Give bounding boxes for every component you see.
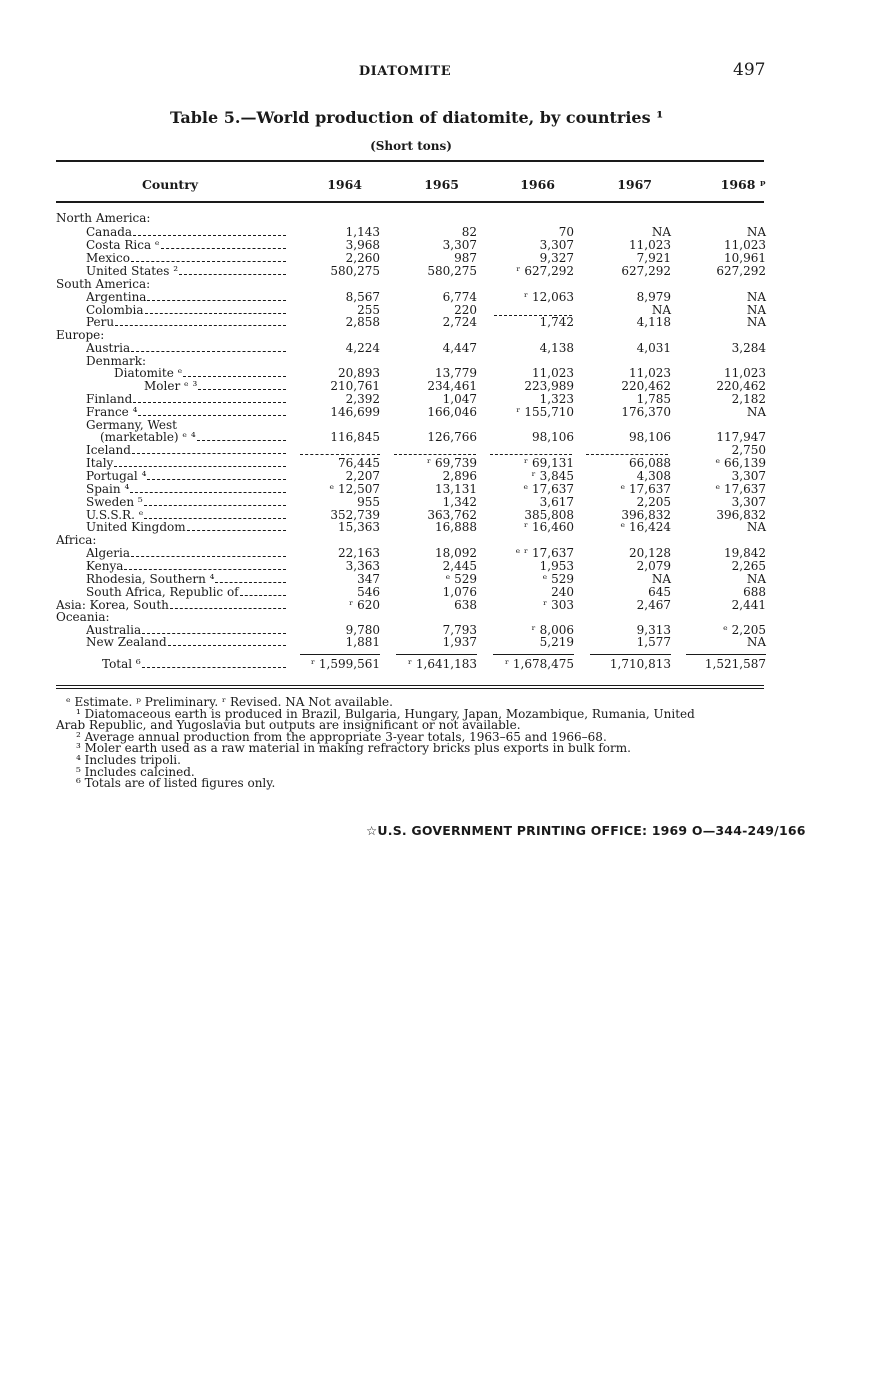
sum-line-1964 xyxy=(300,654,380,655)
table-row xyxy=(0,291,874,304)
column-header-1965: 1965 xyxy=(424,177,459,192)
column-header-1967: 1967 xyxy=(617,177,652,192)
table-cell: 645 xyxy=(648,585,671,599)
row-label: Denmark: xyxy=(86,355,147,368)
row-label: Canada xyxy=(86,226,133,239)
table-row xyxy=(0,658,874,671)
table-cell: 8,567 xyxy=(345,290,380,304)
table-cell: 7,793 xyxy=(442,623,477,637)
table-cell: 2,207 xyxy=(345,469,380,483)
table-cell: 1,785 xyxy=(636,392,671,406)
sum-line-1965 xyxy=(396,654,477,655)
footnote-6: ⁶ Totals are of listed figures only. xyxy=(76,776,276,791)
table-title: Table 5.—World production of diatomite, by countries ¹ xyxy=(170,108,664,127)
table-cell: 2,445 xyxy=(442,559,477,573)
table-cell: ʳ 1,678,475 xyxy=(504,657,574,671)
table-row xyxy=(0,560,874,573)
sum-line-1966 xyxy=(493,654,574,655)
table-row xyxy=(0,278,874,291)
table-cell: 220,462 xyxy=(716,379,766,393)
table-subtitle: (Short tons) xyxy=(370,139,452,153)
table-cell: 6,774 xyxy=(442,290,477,304)
row-label: Austria xyxy=(86,342,131,355)
table-cell: 66,088 xyxy=(629,456,671,470)
table-cell: NA xyxy=(746,405,766,419)
table-bottom-rule xyxy=(56,685,764,686)
column-header-1966: 1966 xyxy=(520,177,555,192)
table-cell: 2,392 xyxy=(345,392,380,406)
table-cell: 347 xyxy=(357,572,380,586)
row-label: United Kingdom xyxy=(86,521,186,534)
table-cell: 220 xyxy=(454,303,477,317)
table-cell: 385,808 xyxy=(524,508,574,522)
table-cell: 9,313 xyxy=(636,623,671,637)
table-cell: NA xyxy=(746,290,766,304)
table-cell: 1,937 xyxy=(442,635,477,649)
table-cell: 9,780 xyxy=(345,623,380,637)
row-label: Total ⁶ xyxy=(102,658,141,671)
table-cell: NA xyxy=(651,572,671,586)
table-cell: ᵉ ʳ 17,637 xyxy=(515,546,574,560)
table-cell: 11,023 xyxy=(724,238,766,252)
table-row xyxy=(0,342,874,355)
table-cell: 117,947 xyxy=(716,430,766,444)
table-cell: 16,888 xyxy=(435,520,477,534)
table-cell: 1,323 xyxy=(539,392,574,406)
table-cell: 20,893 xyxy=(338,366,380,380)
column-header-1964: 1964 xyxy=(327,177,362,192)
no-data-dashes xyxy=(586,454,668,455)
table-cell: 1,710,813 xyxy=(609,657,671,671)
running-head: DIATOMITE xyxy=(358,64,452,79)
table-cell: 22,163 xyxy=(338,546,380,560)
table-cell: 8,979 xyxy=(636,290,671,304)
table-cell: 2,182 xyxy=(731,392,766,406)
table-cell: 2,724 xyxy=(442,315,477,329)
table-cell: 10,961 xyxy=(724,251,766,265)
table-cell: 363,762 xyxy=(427,508,477,522)
table-cell: 223,989 xyxy=(524,379,574,393)
table-cell: 955 xyxy=(357,495,380,509)
table-cell: 82 xyxy=(461,225,477,239)
table-cell: 176,370 xyxy=(621,405,671,419)
row-label: Mexico xyxy=(86,252,130,265)
table-cell: 3,968 xyxy=(345,238,380,252)
table-cell: ʳ 155,710 xyxy=(516,405,574,419)
table-cell: ʳ 3,845 xyxy=(531,469,574,483)
table-cell: NA xyxy=(746,520,766,534)
table-row xyxy=(0,265,874,278)
no-data-dashes xyxy=(494,315,572,316)
sum-line-1968 xyxy=(686,654,766,655)
table-cell: 4,447 xyxy=(442,341,477,355)
table-row xyxy=(0,636,874,649)
table-top-rule xyxy=(56,160,764,162)
table-row xyxy=(0,316,874,329)
footnote-legend: ᵉ Estimate. ᵖ Preliminary. ʳ Revised. NA Not available. xyxy=(66,695,393,709)
row-label: North America: xyxy=(56,212,151,225)
table-cell: NA xyxy=(746,315,766,329)
table-cell: ʳ 69,131 xyxy=(524,456,574,470)
row-label: Moler ᵉ ³ xyxy=(144,380,198,393)
table-cell: 2,441 xyxy=(731,598,766,612)
table-cell: 396,832 xyxy=(621,508,671,522)
table-cell: 627,292 xyxy=(621,264,671,278)
row-label: Finland xyxy=(86,393,133,406)
row-label: Kenya xyxy=(86,560,124,573)
table-cell: 3,307 xyxy=(539,238,574,252)
table-cell: 98,106 xyxy=(629,430,671,444)
footnote-2: ² Average annual production from the appropriate 3-year totals, 1963–65 and 1966–68. xyxy=(76,729,607,744)
footnote-5: ⁵ Includes calcined. xyxy=(76,764,195,779)
table-cell: 7,921 xyxy=(636,251,671,265)
row-label: Spain ⁴ xyxy=(86,483,130,496)
table-cell: 1,577 xyxy=(636,635,671,649)
table-cell: ʳ 12,063 xyxy=(524,290,574,304)
row-label: Algeria xyxy=(86,547,131,560)
footnote-1: ¹ Diatomaceous earth is produced in Brazil, Bulgaria, Hungary, Japan, Mozambique, Rumania, United xyxy=(76,706,695,721)
table-cell: 2,858 xyxy=(345,315,380,329)
row-label: Rhodesia, Southern ⁴ xyxy=(86,573,215,586)
footnote-3: ³ Moler earth used as a raw material in making refractory bricks plus exports in bulk form. xyxy=(76,741,631,756)
table-cell: 166,046 xyxy=(427,405,477,419)
row-label: Colombia xyxy=(86,304,144,317)
table-cell: ʳ 1,641,183 xyxy=(407,657,477,671)
table-cell: 2,079 xyxy=(636,559,671,573)
table-cell: 2,265 xyxy=(731,559,766,573)
no-data-dashes xyxy=(300,454,380,455)
table-cell: 220,462 xyxy=(621,379,671,393)
table-cell: 2,896 xyxy=(442,469,477,483)
row-label: U.S.S.R. ᵉ xyxy=(86,509,144,522)
table-cell: 15,363 xyxy=(338,520,380,534)
table-cell: NA xyxy=(746,572,766,586)
table-cell: 11,023 xyxy=(532,366,574,380)
table-cell: ᵉ 16,424 xyxy=(620,520,671,534)
table-cell: ʳ 8,006 xyxy=(531,623,574,637)
table-cell: 638 xyxy=(454,598,477,612)
table-cell: 627,292 xyxy=(716,264,766,278)
table-cell: 1,881 xyxy=(345,635,380,649)
table-cell: ᵉ 529 xyxy=(542,572,574,586)
row-label: South America: xyxy=(56,278,151,291)
table-cell: 1,143 xyxy=(345,225,380,239)
table-cell: 3,363 xyxy=(345,559,380,573)
table-cell: 2,205 xyxy=(636,495,671,509)
row-label: France ⁴ xyxy=(86,406,138,419)
row-label: Oceania: xyxy=(56,611,110,624)
table-cell: ʳ 303 xyxy=(543,598,574,612)
table-cell: NA xyxy=(746,635,766,649)
no-data-dashes xyxy=(490,454,572,455)
row-label: Sweden ⁵ xyxy=(86,496,143,509)
row-label: Portugal ⁴ xyxy=(86,470,147,483)
table-cell: ᵉ 2,205 xyxy=(723,623,766,637)
table-cell: 3,307 xyxy=(731,469,766,483)
table-cell: 396,832 xyxy=(716,508,766,522)
table-cell: 688 xyxy=(743,585,766,599)
row-label: Africa: xyxy=(56,534,97,547)
footnotes xyxy=(56,697,768,790)
table-cell: 4,138 xyxy=(539,341,574,355)
column-header-1968: 1968 ᵖ xyxy=(720,177,766,192)
sum-line-1967 xyxy=(590,654,671,655)
table-cell: 987 xyxy=(454,251,477,265)
row-label: Peru xyxy=(86,316,115,329)
row-label: Italy xyxy=(86,457,114,470)
table-cell: 11,023 xyxy=(724,366,766,380)
row-label: United States ² xyxy=(86,265,179,278)
table-cell: 13,131 xyxy=(435,482,477,496)
table-cell: 70 xyxy=(558,225,574,239)
row-label: (marketable) ᵉ ⁴ xyxy=(100,431,196,444)
printing-office-imprint: ☆U.S. GOVERNMENT PRINTING OFFICE: 1969 O—344-249/166 xyxy=(366,823,806,838)
table-row xyxy=(0,521,874,534)
table-cell: 126,766 xyxy=(427,430,477,444)
row-label: Australia xyxy=(86,624,142,637)
table-cell: 1,742 xyxy=(539,315,574,329)
row-label: Asia: Korea, South xyxy=(56,599,169,612)
table-cell: 3,284 xyxy=(731,341,766,355)
table-cell: 13,779 xyxy=(435,366,477,380)
table-row xyxy=(0,212,874,225)
table-cell: 3,617 xyxy=(539,495,574,509)
table-cell: 3,307 xyxy=(731,495,766,509)
table-cell: 9,327 xyxy=(539,251,574,265)
table-cell: ᵉ 17,637 xyxy=(715,482,766,496)
table-cell: 98,106 xyxy=(532,430,574,444)
table-bottom-rule-2 xyxy=(56,688,764,689)
table-cell: ʳ 627,292 xyxy=(516,264,574,278)
table-cell: 1,342 xyxy=(442,495,477,509)
row-label: Europe: xyxy=(56,329,105,342)
table-cell: ᵉ 529 xyxy=(445,572,477,586)
table-cell: NA xyxy=(651,303,671,317)
table-cell: NA xyxy=(746,225,766,239)
table-cell: ʳ 16,460 xyxy=(524,520,574,534)
row-label: South Africa, Republic of xyxy=(86,586,239,599)
table-cell: 240 xyxy=(551,585,574,599)
table-cell: 234,461 xyxy=(427,379,477,393)
table-cell: ʳ 620 xyxy=(349,598,380,612)
table-cell: 255 xyxy=(357,303,380,317)
table-cell: ʳ 1,599,561 xyxy=(310,657,380,671)
no-data-dashes xyxy=(394,454,476,455)
table-cell: 2,750 xyxy=(731,443,766,457)
row-label: Diatomite ᵉ xyxy=(114,367,183,380)
table-cell: NA xyxy=(746,303,766,317)
table-cell: 2,260 xyxy=(345,251,380,265)
table-cell: 4,031 xyxy=(636,341,671,355)
row-label: Costa Rica ᵉ xyxy=(86,239,160,252)
table-cell: 546 xyxy=(357,585,380,599)
table-cell: 352,739 xyxy=(330,508,380,522)
row-label: New Zealand xyxy=(86,636,167,649)
table-cell: 4,308 xyxy=(636,469,671,483)
page-number: 497 xyxy=(733,60,766,80)
table-cell: ᵉ 12,507 xyxy=(329,482,380,496)
table-cell: 19,842 xyxy=(724,546,766,560)
table-row xyxy=(0,406,874,419)
table-cell: 3,307 xyxy=(442,238,477,252)
footnote-4: ⁴ Includes tripoli. xyxy=(76,752,181,767)
table-cell: 11,023 xyxy=(629,238,671,252)
header-rule xyxy=(56,201,764,203)
table-cell: ᵉ 66,139 xyxy=(715,456,766,470)
row-label: Argentina xyxy=(86,291,147,304)
table-cell: 76,445 xyxy=(338,456,380,470)
footnote-1-continued: Arab Republic, and Yugoslavia but outputs are insignificant or not available. xyxy=(56,718,521,733)
table-cell: 1,076 xyxy=(442,585,477,599)
table-cell: 20,128 xyxy=(629,546,671,560)
table-cell: 4,118 xyxy=(636,315,671,329)
table-cell: 1,953 xyxy=(539,559,574,573)
table-cell: 2,467 xyxy=(636,598,671,612)
table-cell: 580,275 xyxy=(330,264,380,278)
row-label: Iceland xyxy=(86,444,131,457)
table-cell: 5,219 xyxy=(539,635,574,649)
table-cell: 11,023 xyxy=(629,366,671,380)
table-cell: 1,047 xyxy=(442,392,477,406)
column-header-country: Country xyxy=(141,177,199,192)
table-cell: 116,845 xyxy=(330,430,380,444)
row-label: Germany, West xyxy=(86,419,177,432)
table-cell: 210,761 xyxy=(330,379,380,393)
table-cell: NA xyxy=(651,225,671,239)
table-cell: ᵉ 17,637 xyxy=(620,482,671,496)
table-cell: 1,521,587 xyxy=(704,657,766,671)
table-cell: 18,092 xyxy=(435,546,477,560)
table-cell: ᵉ 17,637 xyxy=(523,482,574,496)
table-cell: 146,699 xyxy=(330,405,380,419)
table-cell: 580,275 xyxy=(427,264,477,278)
table-cell: ʳ 69,739 xyxy=(427,456,477,470)
table-cell: 4,224 xyxy=(345,341,380,355)
